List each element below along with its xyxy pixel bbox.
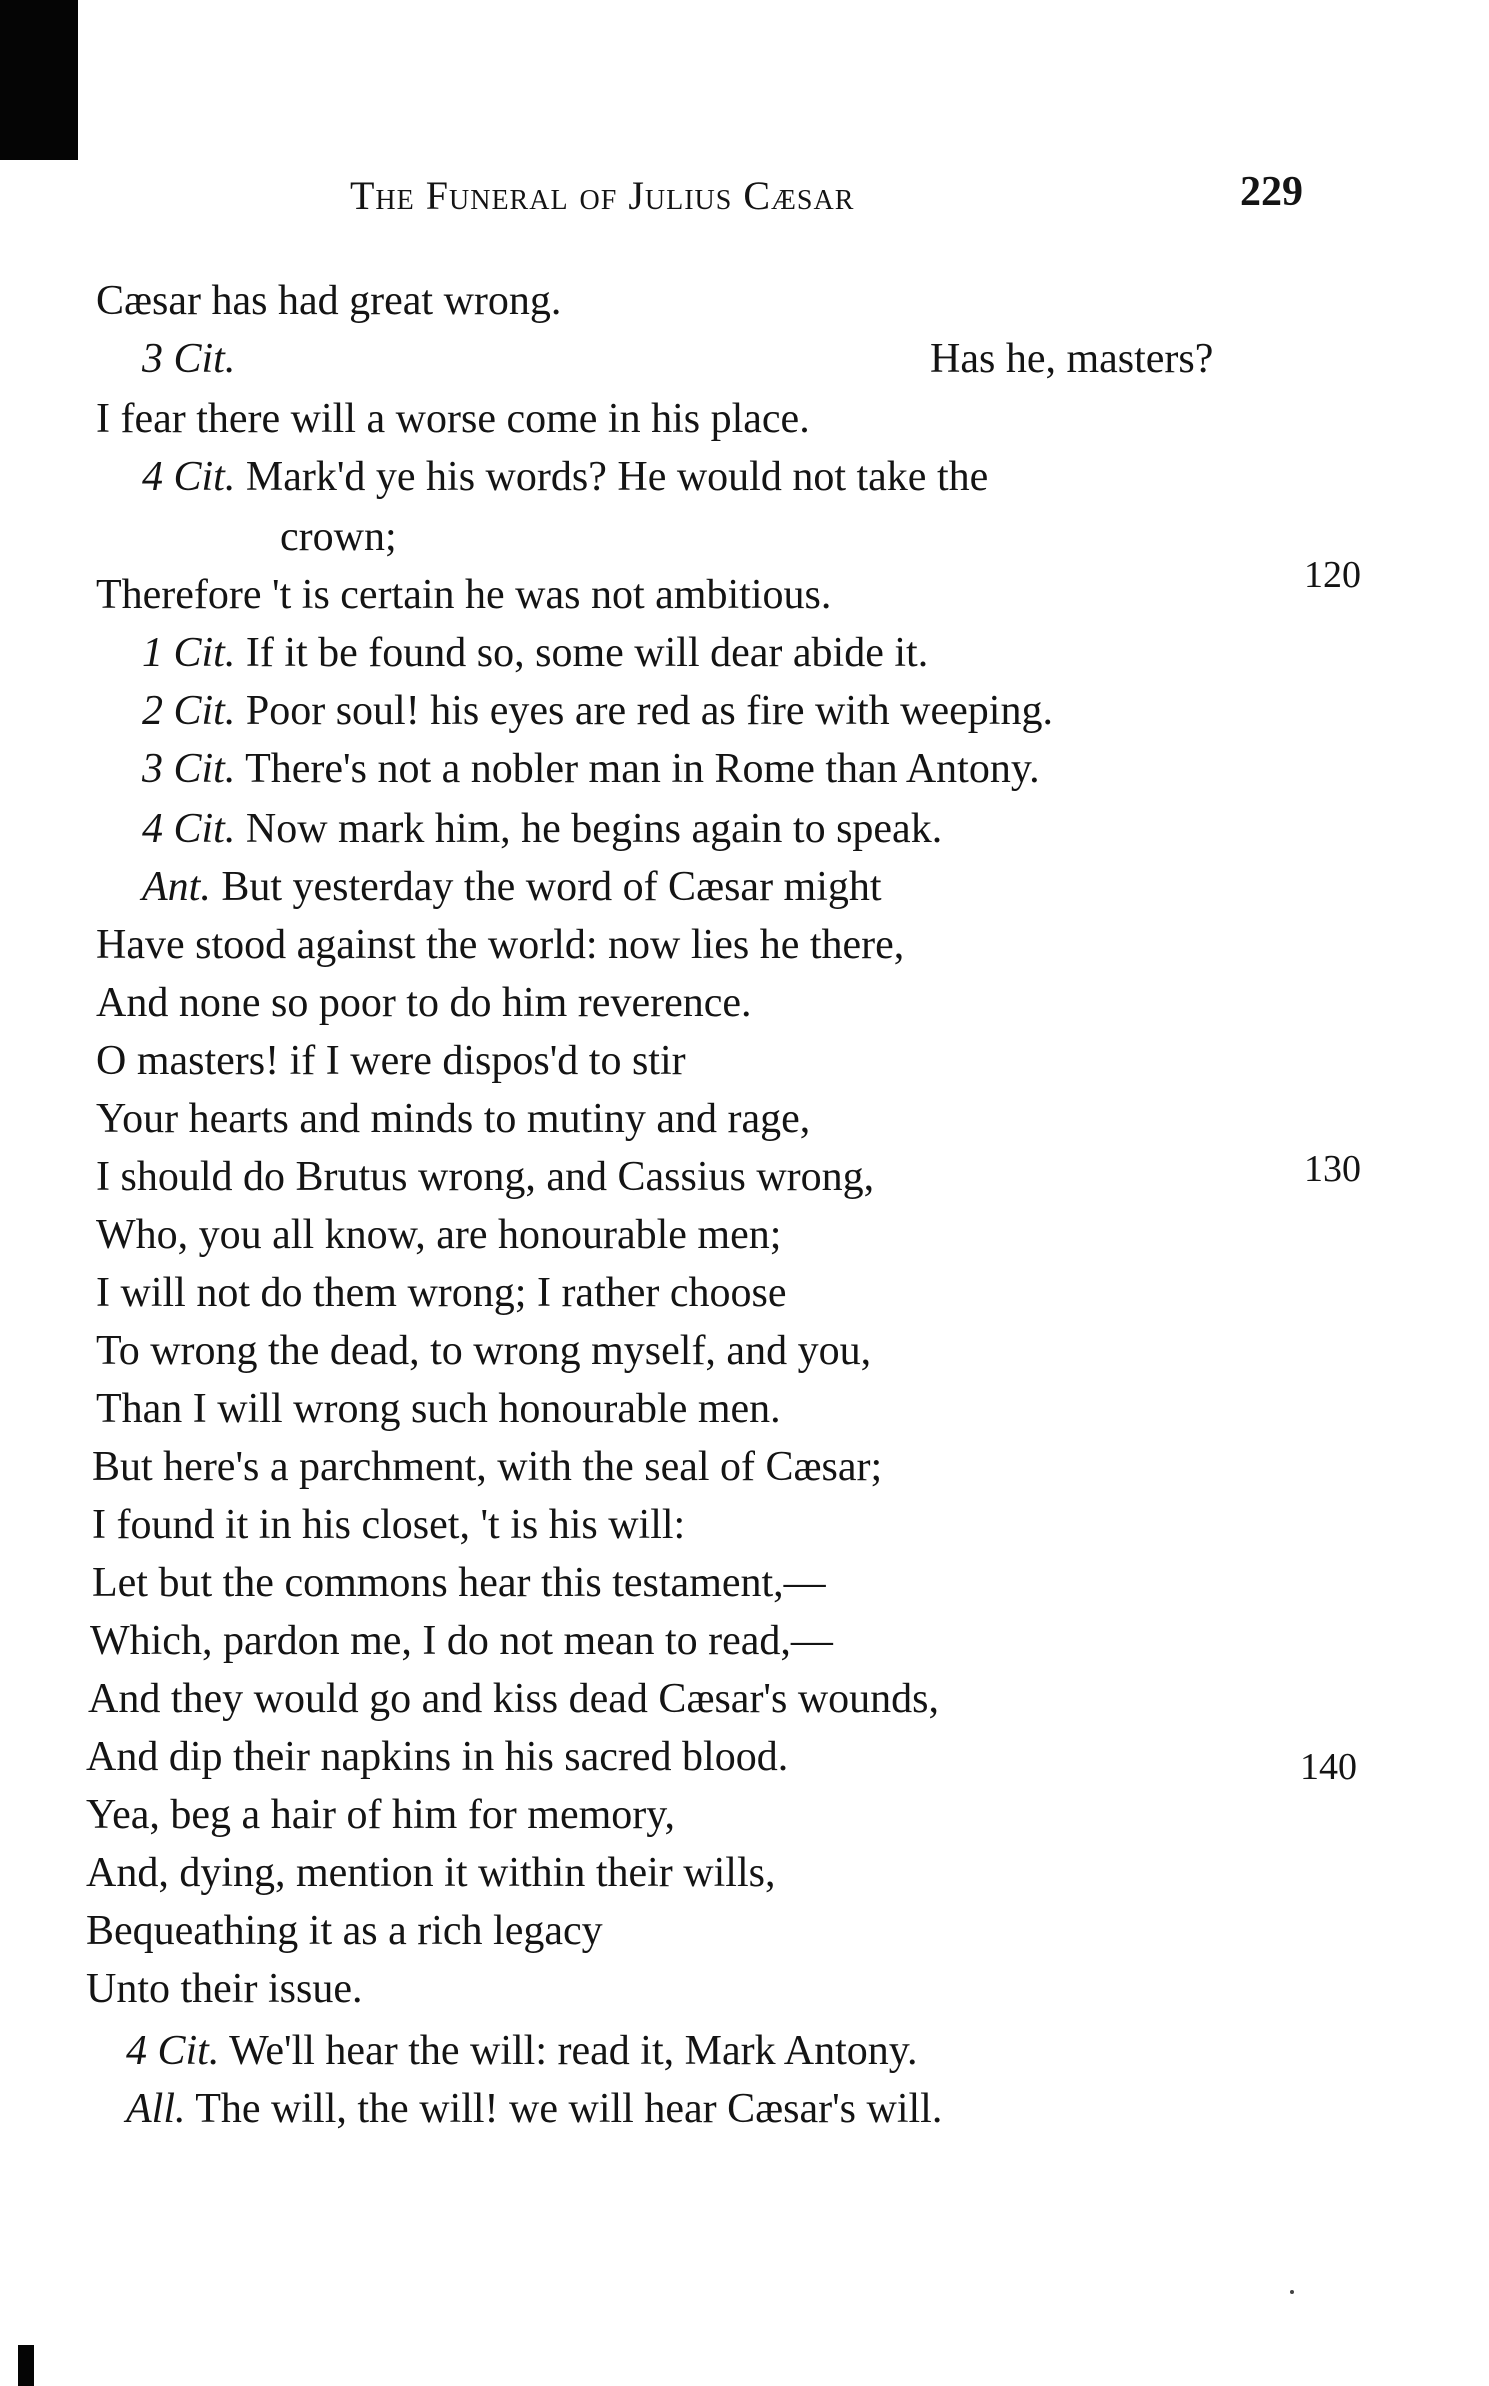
speaker-name: 1 Cit. — [142, 630, 236, 676]
line-text: If it be found so, some will dear abide it. — [245, 630, 929, 676]
verse-line — [142, 690, 1053, 732]
line-text: Bequeathing it as a rich legacy — [86, 1908, 603, 1954]
line-text: I fear there will a worse come in his place. — [96, 396, 810, 442]
scan-speck — [1290, 2290, 1294, 2294]
speaker-name: All. — [126, 2086, 186, 2132]
verse-line — [86, 1968, 362, 2010]
line-text: Cæsar has had great wrong. — [96, 278, 562, 324]
speaker-name: 4 Cit. — [142, 806, 236, 852]
line-text: Than I will wrong such honourable men. — [96, 1386, 781, 1432]
verse-line — [96, 1040, 686, 1082]
line-text: The will, the will! we will hear Cæsar's will. — [195, 2086, 943, 2132]
line-text: Therefore 't is certain he was not ambitious. — [96, 572, 832, 618]
line-text: Have stood against the world: now lies he there, — [96, 922, 905, 968]
verse-line — [92, 1504, 685, 1546]
line-text: But here's a parchment, with the seal of Cæsar; — [92, 1444, 883, 1490]
line-text: crown; — [280, 514, 397, 560]
verse-line — [92, 1562, 826, 1604]
line-text: Unto their issue. — [86, 1966, 363, 2012]
verse-line — [142, 456, 988, 498]
verse-line — [142, 808, 942, 850]
speaker-name: 4 Cit. — [142, 454, 236, 500]
line-text: I will not do them wrong; I rather choose — [96, 1270, 787, 1316]
line-text: Let but the commons hear this testament,— — [92, 1560, 826, 1606]
line-text: Now mark him, he begins again to speak. — [245, 806, 943, 852]
verse-line — [126, 2088, 942, 2130]
verse-line — [86, 1736, 788, 1778]
line-text: There's not a nobler man in Rome than Antony. — [245, 746, 1040, 792]
line-number: 120 — [1304, 554, 1361, 596]
line-text: Which, pardon me, I do not mean to read,— — [90, 1618, 833, 1664]
speaker-name: 3 Cit. — [142, 746, 236, 792]
line-text: I should do Brutus wrong, and Cassius wrong, — [96, 1154, 875, 1200]
verse-line — [96, 574, 831, 616]
speaker-name: 4 Cit. — [126, 2028, 220, 2074]
scan-edge-mark-bottom — [18, 2345, 34, 2386]
page-number: 229 — [1240, 169, 1303, 215]
speaker-name: Ant. — [142, 864, 211, 910]
speaker-name: 2 Cit. — [142, 688, 236, 734]
verse-line — [86, 1852, 775, 1894]
verse-line — [96, 924, 904, 966]
line-text: I found it in his closet, 't is his will: — [92, 1502, 686, 1548]
verse-line — [142, 748, 1040, 790]
line-number: 140 — [1300, 1746, 1357, 1788]
verse-line — [90, 1620, 833, 1662]
verse-line — [142, 866, 882, 908]
line-text: Poor soul! his eyes are red as fire with weeping. — [245, 688, 1053, 734]
line-text: And, dying, mention it within their wills, — [86, 1850, 776, 1896]
verse-line — [126, 2030, 918, 2072]
line-text: And dip their napkins in his sacred blood. — [86, 1734, 789, 1780]
verse-line — [142, 632, 928, 674]
verse-line — [96, 1388, 781, 1430]
verse-line — [86, 1910, 603, 1952]
line-text-right: Has he, masters? — [930, 336, 1214, 382]
verse-line — [96, 280, 561, 322]
running-head: The Funeral of Julius Cæsar — [350, 173, 855, 218]
line-text: But yesterday the word of Cæsar might — [221, 864, 882, 910]
line-text: Yea, beg a hair of him for memory, — [86, 1792, 676, 1838]
line-text: Your hearts and minds to mutiny and rage, — [96, 1096, 811, 1142]
line-text: We'll hear the will: read it, Mark Antony. — [229, 2028, 918, 2074]
verse-line — [142, 338, 235, 380]
verse-line — [96, 1098, 810, 1140]
verse-line — [96, 1272, 787, 1314]
verse-line — [96, 398, 810, 440]
verse-line — [96, 982, 752, 1024]
verse-line — [96, 1156, 874, 1198]
verse-line — [92, 1446, 882, 1488]
line-text: And none so poor to do him reverence. — [96, 980, 752, 1026]
line-number: 130 — [1304, 1148, 1361, 1190]
line-text: O masters! if I were dispos'd to stir — [96, 1038, 686, 1084]
verse-line — [86, 1794, 675, 1836]
scan-edge-mark-top — [0, 0, 78, 160]
line-text: Mark'd ye his words? He would not take the — [245, 454, 989, 500]
line-text: To wrong the dead, to wrong myself, and you, — [96, 1328, 872, 1374]
line-text: And they would go and kiss dead Cæsar's wounds, — [88, 1676, 940, 1722]
line-text: Who, you all know, are honourable men; — [96, 1212, 782, 1258]
verse-line — [96, 1214, 781, 1256]
verse-line — [280, 516, 397, 558]
speaker-name: 3 Cit. — [142, 336, 236, 382]
verse-line — [88, 1678, 939, 1720]
verse-line — [96, 1330, 871, 1372]
